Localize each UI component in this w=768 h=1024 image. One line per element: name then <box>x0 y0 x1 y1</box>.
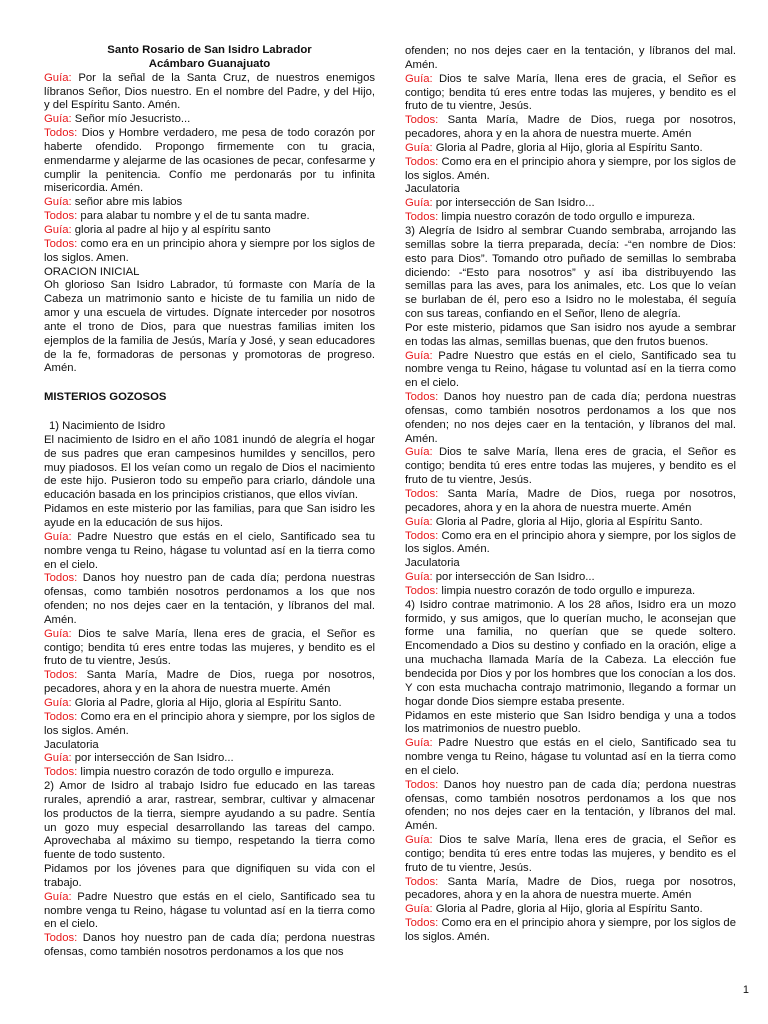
prayer-line <box>405 142 736 156</box>
speaker-label: Todos: <box>44 932 78 945</box>
paragraph-text: Pidamos en este misterio que San Isidro bendiga y una a todos los matrimonios de nuestro pueblo. <box>405 709 736 736</box>
speaker-label: Guía: <box>44 223 72 236</box>
paragraph-text: limpia nuestro corazón de todo orgullo e impureza. <box>438 211 696 224</box>
paragraph-text: Dios te salve María, llena eres de gracia, el Señor es contigo; bendita tú eres entre todas las mujeres, y bendito es el fruto de tu vientre, Jesús. <box>44 627 375 668</box>
speaker-label: Guía: <box>44 530 72 543</box>
paragraph-text: Como era en el principio ahora y siempre, por los siglos de los siglos. Amén. <box>405 917 736 943</box>
prayer-line <box>405 73 736 115</box>
paragraph <box>405 710 736 738</box>
prayer-line <box>405 737 736 779</box>
paragraph-text: gloria al padre al hijo y al espíritu santo <box>71 223 271 236</box>
paragraph-text: Pidamos por los jóvenes para que dignifiquen su vida con el trabajo. <box>44 863 375 889</box>
speaker-label: Guía: <box>405 737 433 750</box>
paragraph-text: como era en un principio ahora y siempre por los siglos de los siglos. Amen. <box>44 237 375 264</box>
paragraph-text: Como era en el principio ahora y siempre, por los siglos de los siglos. Amén. <box>44 710 375 737</box>
speaker-label: Guía: <box>44 196 72 209</box>
speaker-label: Guía: <box>405 446 433 459</box>
prayer-line <box>405 488 736 516</box>
paragraph-text: Gloria al Padre, gloria al Hijo, gloria al Espíritu Santo. <box>432 515 703 528</box>
speaker-label: Guía: <box>405 141 433 154</box>
paragraph-text: Padre Nuestro que estás en el cielo, Santificado sea tu nombre venga tu Reino, hágase tu voluntad así en la tierra como en el cielo. <box>405 349 736 390</box>
speaker-label: Guía: <box>44 627 72 640</box>
paragraph <box>405 599 736 710</box>
paragraph-text: Oh glorioso San Isidro Labrador, tú formaste con María de la Cabeza un matrimonio santo e hiciste de tu familia un nido de amor y una escuela de virtudes. Dígnate interceder por nosotros ante el trono de Dios, para que nuestras familias imiten los ejemplos de la familia de Jesús, María y José, y sean educadores de la fe, formadoras de personas y promotoras de progreso. Amén. <box>44 279 375 375</box>
paragraph <box>44 266 375 280</box>
speaker-label: Todos: <box>405 211 439 224</box>
prayer-line <box>44 238 375 266</box>
prayer-line <box>44 711 375 739</box>
paragraph-text: por intersección de San Isidro... <box>432 197 595 210</box>
prayer-line <box>44 72 375 114</box>
document-subtitle: Acámbaro Guanajuato <box>148 57 271 70</box>
paragraph <box>405 225 736 322</box>
paragraph-text: Jaculatoria <box>405 557 460 570</box>
prayer-line <box>44 766 375 780</box>
prayer-line <box>405 530 736 558</box>
paragraph-text: Danos hoy nuestro pan de cada día; perdona nuestras ofensas, como también nosotros perdonamos a los que nos ofenden; no nos dejes caer en la tentación, y líbranos del mal. Amén. <box>405 391 736 445</box>
speaker-label: Guía: <box>44 890 72 903</box>
paragraph <box>44 420 375 434</box>
paragraph-text: Padre Nuestro que estás en el cielo, Santificado sea tu nombre venga tu Reino, hágase tu voluntad así en la tierra como en el cielo. <box>44 530 375 571</box>
paragraph-text: Padre Nuestro que estás en el cielo, Santificado sea tu nombre venga tu Reino, hágase tu voluntad así en la tierra como en el cielo. <box>405 737 736 777</box>
prayer-line <box>44 669 375 697</box>
paragraph <box>44 780 375 863</box>
speaker-label: Todos: <box>405 584 439 597</box>
prayer-line <box>44 752 375 766</box>
prayer-line <box>44 572 375 627</box>
speaker-label: Todos: <box>405 875 439 888</box>
speaker-label: Todos: <box>405 391 439 404</box>
paragraph-text: Danos hoy nuestro pan de cada día; perdona nuestras ofensas, como también nosotros perdonamos a los que nos ofenden; no nos dejes caer en la tentación, y líbranos del mal. Amén. <box>44 572 375 626</box>
paragraph-text: Dios y Hombre verdadero, me pesa de todo corazón por haberte ofendido. Propongo firmemente con tu gracia, enmendarme y alejarme de las ocasiones de pecar, confesarme y cumplir la penitencia. Confío me perdonarás por tu infinita misericordia. Amén. <box>44 127 375 195</box>
prayer-line <box>405 834 736 876</box>
speaker-label: Guía: <box>44 696 72 709</box>
paragraph <box>44 434 375 503</box>
speaker-label: Guía: <box>44 113 72 126</box>
speaker-label: Guía: <box>405 197 433 210</box>
prayer-line <box>44 224 375 238</box>
prayer-line <box>405 114 736 142</box>
paragraph-text: Gloria al Padre, gloria al Hijo, gloria al Espíritu Santo. <box>432 141 703 154</box>
paragraph-text: Santa María, Madre de Dios, ruega por nosotros, pecadores, ahora y en la ahora de nuestra muerte. Amén <box>405 875 736 902</box>
speaker-label: Todos: <box>405 114 439 127</box>
speaker-label: Todos: <box>44 237 78 250</box>
paragraph-text: Santa María, Madre de Dios, ruega por nosotros, pecadores, ahora y en la ahora de nuestra muerte. Amén <box>405 488 736 514</box>
speaker-label: Todos: <box>44 572 78 585</box>
paragraph <box>405 45 736 73</box>
paragraph-text: 4) Isidro contrae matrimonio. A los 28 años, Isidro era un mozo formido, y sus amigos, que lo querían mucho, le aconsejan que forme una familia, no querían que se quede soltero. Encomendado a Dios su destino y confiado en la oración, elige a una muchacha llamada María de la Cabeza. La elección fue bendecida por Dios y por los hombres que los conocían a los dos. Y con esta muchacha contrajo matrimonio, llegando a formar un hogar donde Dios siempre estaba presente. <box>405 598 736 708</box>
speaker-label: Guía: <box>44 752 72 765</box>
paragraph-text: Santa María, Madre de Dios, ruega por nosotros, pecadores, ahora y en la ahora de nuestra muerte. Amén <box>405 114 736 141</box>
prayer-line <box>44 531 375 573</box>
speaker-label: Guía: <box>405 72 433 85</box>
speaker-label: Todos: <box>405 917 439 930</box>
prayer-line <box>405 446 736 488</box>
paragraph <box>44 279 375 376</box>
speaker-label: Todos: <box>44 766 78 779</box>
paragraph-text: limpia nuestro corazón de todo orgullo e impureza. <box>77 766 335 779</box>
paragraph-text: Señor mío Jesucristo... <box>71 113 191 126</box>
paragraph-text: Gloria al Padre, gloria al Hijo, gloria al Espíritu Santo. <box>432 903 703 916</box>
prayer-line <box>405 779 736 834</box>
speaker-label: Todos: <box>405 529 439 542</box>
speaker-label: Todos: <box>44 210 78 223</box>
paragraph-text: MISTERIOS GOZOSOS <box>44 391 167 404</box>
paragraph-text: Por la señal de la Santa Cruz, de nuestros enemigos líbranos Señor, Dios nuestro. En el nombre del Padre, y del Hijo, y del Espíritu Santo. Amén. <box>44 71 375 112</box>
paragraph <box>44 739 375 753</box>
prayer-line <box>405 156 736 184</box>
paragraph-text: Danos hoy nuestro pan de cada día; perdona nuestras ofensas, como también nosotros perdonamos a los que nos ofenden; no nos dejes caer en la tentación, y líbranos del mal. Amén. <box>405 778 736 833</box>
prayer-line <box>44 628 375 670</box>
paragraph-text: Como era en el principio ahora y siempre, por los siglos de los siglos. Amén. <box>405 529 736 556</box>
paragraph-text: para alabar tu nombre y el de tu santa madre. <box>77 210 310 223</box>
section-heading <box>44 391 375 405</box>
speaker-label: Guía: <box>405 903 433 916</box>
speaker-label: Todos: <box>405 155 439 168</box>
left-column <box>44 44 375 960</box>
prayer-line <box>405 876 736 904</box>
speaker-label: Guía: <box>44 71 72 84</box>
speaker-label: Todos: <box>44 710 78 723</box>
prayer-line <box>405 197 736 211</box>
speaker-label: Todos: <box>44 669 78 682</box>
prayer-line <box>405 350 736 392</box>
paragraph-text: limpia nuestro corazón de todo orgullo e impureza. <box>438 584 696 597</box>
prayer-line <box>405 903 736 917</box>
speaker-label: Todos: <box>405 778 439 791</box>
prayer-line <box>44 891 375 933</box>
paragraph <box>405 183 736 197</box>
paragraph-text: Jaculatoria <box>44 738 99 751</box>
speaker-label: Guía: <box>405 571 433 584</box>
prayer-line <box>44 127 375 196</box>
paragraph-text: Dios te salve María, llena eres de gracia, el Señor es contigo; bendita tú eres entre todas las mujeres, y bendito es el fruto de tu vientre, Jesús. <box>405 72 736 113</box>
paragraph-text: por intersección de San Isidro... <box>432 571 595 584</box>
paragraph-text: 3) Alegría de Isidro al sembrar Cuando sembraba, arrojando las semillas sobre la tierra preparada, decía: -“en nombre de Dios: esto para Dios”. Tomando otro puñado de semillas lo sembraba diciendo: -“Esto para nosotros” y así iba distribuyendo las semillas para las aves, para los animales, etc. Los que lo veían se burlaban de él, pero eso a Isidro no le molestaba, él seguía con sus tareas, confiando en el Señor, lleno de alegría. <box>405 224 736 321</box>
paragraph-text: 2) Amor de Isidro al trabajo Isidro fue educado en las tareas rurales, aprendió a arar, rastrear, sembrar, cultivar y almacenar los productos de la tierra, siempre ayudando a su padre. Sentía un gozo muy especial desarrollando las tareas del campo. Aprovechaba al máximo su tiempo, respetando la tierra como fuente de todo sustento. <box>44 780 375 862</box>
speaker-label: Todos: <box>405 488 439 500</box>
paragraph <box>405 557 736 571</box>
prayer-line <box>405 391 736 446</box>
prayer-line <box>405 571 736 585</box>
speaker-label: Guía: <box>405 349 433 362</box>
paragraph-text: Por este misterio, pidamos que San isidro nos ayude a sembrar en todas las almas, semillas buenas, que den frutos buenos. <box>405 321 736 348</box>
prayer-line <box>44 210 375 224</box>
paragraph-text: Padre Nuestro que estás en el cielo, Santificado sea tu nombre venga tu Reino, hágase tu voluntad así en la tierra como en el cielo. <box>44 890 375 931</box>
paragraph-text: El nacimiento de Isidro en el año 1081 inundó de alegría el hogar de sus padres que eran campesinos humildes y sencillos, pero muy piadosos. El los veían como un regalo de Dios el nacimiento de este hijo. Pusieron todo su empeño para criarlo, dándole una educación basada en los principios cristianos, que ellos vivían. <box>44 433 375 502</box>
paragraph <box>44 503 375 531</box>
paragraph-text: por intersección de San Isidro... <box>71 752 234 765</box>
prayer-line <box>405 917 736 945</box>
prayer-line <box>44 196 375 210</box>
paragraph-text: 1) Nacimiento de Isidro <box>49 420 166 433</box>
prayer-line <box>405 516 736 530</box>
speaker-label: Guía: <box>405 834 433 847</box>
prayer-line <box>44 697 375 711</box>
paragraph-text: Santa María, Madre de Dios, ruega por nosotros, pecadores, ahora y en la ahora de nuestra muerte. Amén <box>44 669 375 696</box>
paragraph <box>405 322 736 350</box>
prayer-line <box>44 113 375 127</box>
page-number: 1 <box>742 984 749 997</box>
paragraph-text: ORACION INICIAL <box>44 265 140 278</box>
paragraph-text: Jaculatoria <box>405 183 460 196</box>
paragraph-text: ofenden; no nos dejes caer en la tentación, y líbranos del mal. Amén. <box>405 45 736 71</box>
paragraph-text: Gloria al Padre, gloria al Hijo, gloria al Espíritu Santo. <box>71 696 342 709</box>
paragraph <box>44 863 375 891</box>
prayer-line <box>44 932 375 960</box>
paragraph-text: Pidamos en este misterio por las familias, para que San isidro les ayude en la educación de sus hijos. <box>44 503 375 529</box>
prayer-line <box>405 585 736 599</box>
speaker-label: Todos: <box>44 127 78 140</box>
document-title: Santo Rosario de San Isidro Labrador <box>107 44 312 56</box>
paragraph-text: Danos hoy nuestro pan de cada día; perdona nuestras ofensas, como también nosotros perdonamos a los que nos <box>44 932 375 959</box>
paragraph-text: Dios te salve María, llena eres de gracia, el Señor es contigo; bendita tú eres entre todas las mujeres, y bendito es el fruto de tu vientre, Jesús. <box>405 446 736 487</box>
speaker-label: Guía: <box>405 515 433 528</box>
paragraph-text: Como era en el principio ahora y siempre, por los siglos de los siglos. Amén. <box>405 155 736 182</box>
prayer-line <box>405 211 736 225</box>
right-column <box>405 45 736 945</box>
paragraph-text: Dios te salve María, llena eres de gracia, el Señor es contigo; bendita tú eres entre todas las mujeres, y bendito es el fruto de tu vientre, Jesús. <box>405 834 736 874</box>
paragraph-text: señor abre mis labios <box>71 196 183 209</box>
